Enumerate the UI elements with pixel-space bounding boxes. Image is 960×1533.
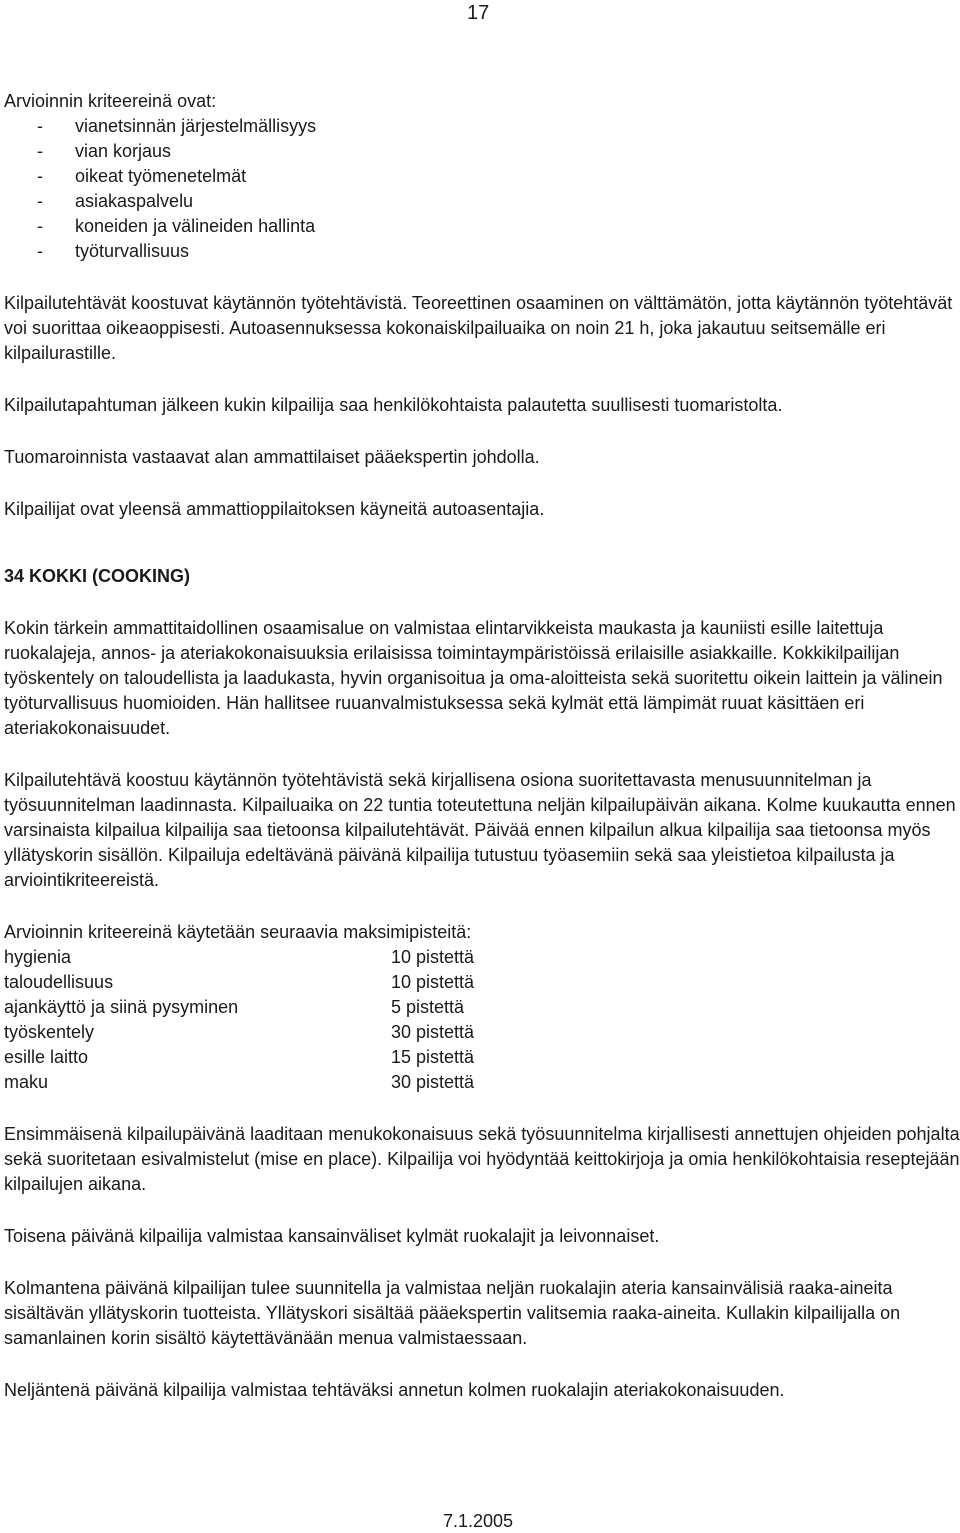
score-points: 30 pistettä (391, 1072, 475, 1092)
paragraph-day4: Neljäntenä päivänä kilpailija valmistaa tehtäväksi annetun kolmen ruokalajin ateriakokonaisuuden. (4, 1380, 785, 1400)
list-item (4, 114, 960, 139)
paragraph-competitors: Kilpailijat ovat yleensä ammattioppilaitoksen käyneitä autoasentajia. (4, 499, 545, 519)
list-dash: - (37, 141, 43, 161)
list-item-text: vianetsinnän järjestelmällisyys (75, 116, 317, 136)
page-number: 17 (467, 2, 490, 24)
list-item-text: oikeat työmenetelmät (75, 166, 247, 186)
section-heading: 34 KOKKI (COOKING) (4, 566, 191, 586)
list-item (4, 164, 960, 189)
table-row (4, 1070, 474, 1095)
list-item (4, 139, 960, 164)
score-criterion: työskentely (4, 1022, 95, 1042)
score-points: 30 pistettä (391, 1022, 475, 1042)
list-item-text: työturvallisuus (75, 241, 190, 261)
score-criterion: hygienia (4, 947, 72, 967)
paragraph-day3: Kolmantena päivänä kilpailijan tulee suunnitella ja valmistaa neljän ruokalajin ateria kansainvälisiä raaka-aineita sisältävän yllätyskorin tuotteista. Yllätyskori sisältää pääekspertin valitsemia raaka-aineita. Kullakin kilpailijalla on samanlainen korin sisältö käytettävänään menua valmistaessaan. (4, 1278, 901, 1348)
score-criterion: ajankäyttö ja siinä pysyminen (4, 997, 239, 1017)
table-row (4, 995, 474, 1020)
list-item-text: koneiden ja välineiden hallinta (75, 216, 316, 236)
table-row (4, 945, 474, 970)
score-points: 10 pistettä (391, 972, 475, 992)
score-points: 10 pistettä (391, 947, 475, 967)
score-criterion: esille laitto (4, 1047, 89, 1067)
list-item (4, 214, 960, 239)
score-criterion: maku (4, 1072, 49, 1092)
list-dash: - (37, 116, 43, 136)
paragraph-day1: Ensimmäisenä kilpailupäivänä laaditaan menukokonaisuus sekä työsuunnitelma kirjallisesti annettujen ohjeiden pohjalta sekä suoritetaan esivalmistelut (mise en place). Kilpailija voi hyödyntää keittokirjoja ja omia henkilökohtaisia reseptejään kilpailujen aikana. (4, 1124, 960, 1194)
scores-intro: Arvioinnin kriteereinä käytetään seuraavia maksimipisteitä: (4, 922, 472, 942)
paragraph-tasks: Kilpailutehtävät koostuvat käytännön työtehtävistä. Teoreettinen osaaminen on välttämätön, jotta käytännön työtehtävät voi suorittaa oikeaoppisesti. Autoasennuksessa kokonaiskilpailuaika on noin 21 h, joka jakautuu seitsemälle eri kilpailurastille. (4, 293, 953, 363)
list-item-text: asiakaspalvelu (75, 191, 194, 211)
list-item (4, 189, 960, 214)
footer-date: 7.1.2005 (443, 1511, 514, 1531)
scores-table (4, 945, 474, 1095)
paragraph-judging: Tuomaroinnista vastaavat alan ammattilaiset pääekspertin johdolla. (4, 447, 540, 467)
score-points: 15 pistettä (391, 1047, 475, 1067)
paragraph-cook-task: Kilpailutehtävä koostuu käytännön työtehtävistä sekä kirjallisena osiona suoritettavasta menusuunnitelman ja työsuunnitelman laadinnasta. Kilpailuaika on 22 tuntia toteutettuna neljän kilpailupäivän aikana. Kolme kuukautta ennen varsinaista kilpailua kilpailija saa tietoonsa kilpailutehtävät. Päivää ennen kilpailun alkua kilpailija saa tietoonsa myös yllätyskorin sisällön. Kilpailuja edeltävänä päivänä kilpailija tutustuu työasemiin sekä saa yleistietoa kilpailusta ja arviointikriteereistä. (4, 770, 956, 890)
document-body (4, 89, 960, 1403)
table-row (4, 1020, 474, 1045)
list-item-text: vian korjaus (75, 141, 172, 161)
table-row (4, 1045, 474, 1070)
table-row (4, 970, 474, 995)
list-dash: - (37, 191, 43, 211)
list-dash: - (37, 166, 43, 186)
paragraph-cook-intro: Kokin tärkein ammattitaidollinen osaamisalue on valmistaa elintarvikkeista maukasta ja kauniisti esille laitettuja ruokalajeja, annos- ja ateriakokonaisuuksia erilaisissa toimintaympäristöissä erilaisille asiakkaille. Kokkikilpailijan työskentely on taloudellista ja laadukasta, hyvin organisoitua ja oma-aloitteista sekä suoritettu oikein laittein ja välinein työturvallisuus huomioiden. Hän hallitsee ruuanvalmistuksessa sekä kylmät että lämpimät ruuat käsittäen eri ateriakokonaisuudet. (4, 618, 943, 738)
score-criterion: taloudellisuus (4, 972, 114, 992)
criteria-intro: Arvioinnin kriteereinä ovat: (4, 91, 217, 111)
paragraph-day2: Toisena päivänä kilpailija valmistaa kansainväliset kylmät ruokalajit ja leivonnaiset. (4, 1226, 660, 1246)
list-dash: - (37, 216, 43, 236)
list-dash: - (37, 241, 43, 261)
score-points: 5 pistettä (391, 997, 465, 1017)
list-item (4, 239, 960, 264)
criteria-list (4, 114, 960, 264)
paragraph-feedback: Kilpailutapahtuman jälkeen kukin kilpailija saa henkilökohtaista palautetta suullisesti tuomaristolta. (4, 395, 783, 415)
